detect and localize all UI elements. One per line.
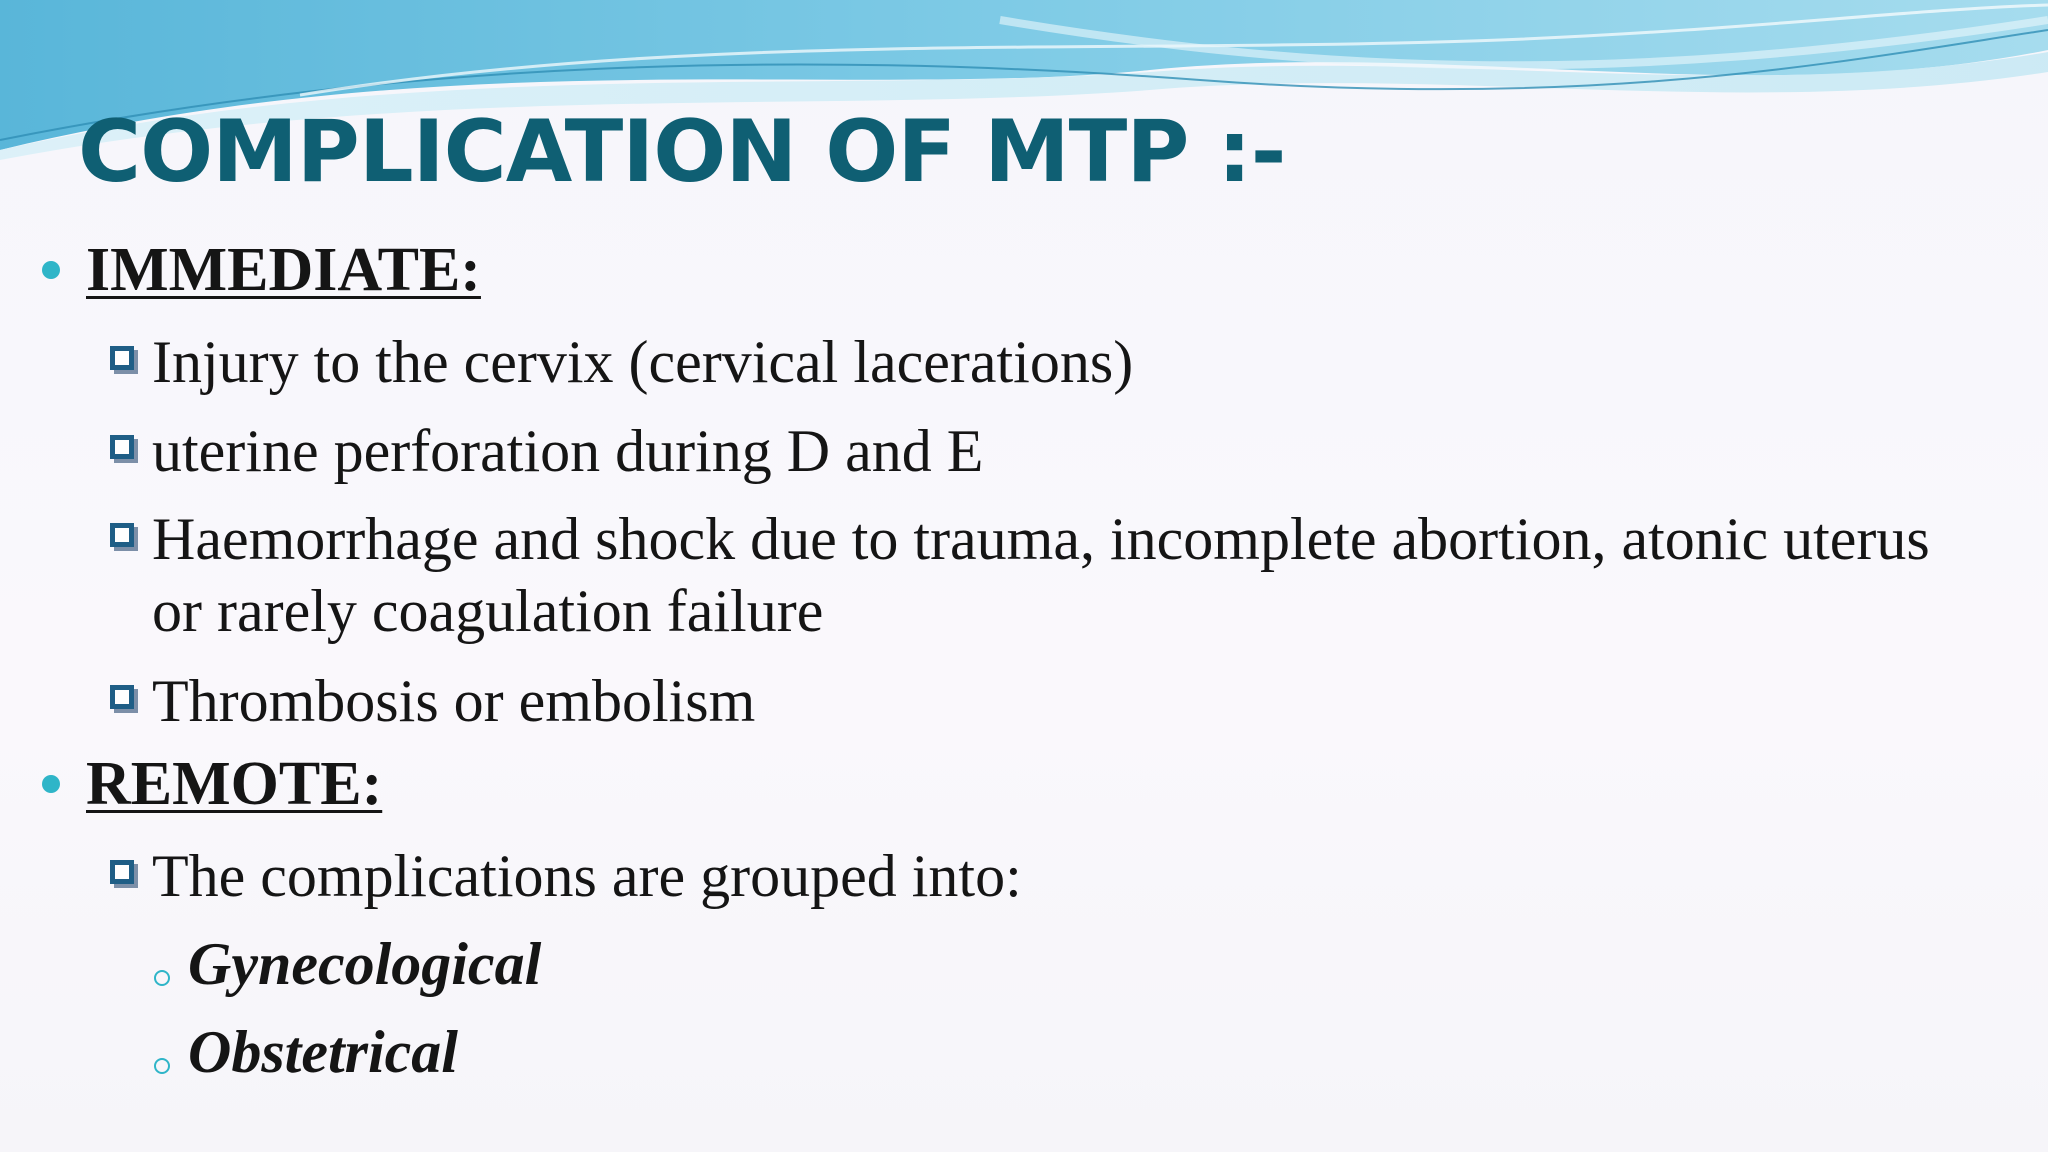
bullet-dot-icon bbox=[42, 775, 60, 793]
checkbox-bullet-icon bbox=[110, 685, 134, 709]
list-item: Thrombosis or embolism bbox=[110, 665, 1990, 737]
list-item: uterine perforation during D and E bbox=[110, 415, 1990, 487]
section-heading-immediate: IMMEDIATE: bbox=[42, 234, 481, 306]
checkbox-bullet-icon bbox=[110, 523, 134, 547]
checkbox-bullet-icon bbox=[110, 860, 134, 884]
bullet-dot-icon bbox=[42, 261, 60, 279]
list-item: Haemorrhage and shock due to trauma, incomplete abortion, atonic uterus or rarely coagulation failure bbox=[110, 503, 1990, 647]
section-heading-remote: REMOTE: bbox=[42, 748, 382, 820]
list-item: The complications are grouped into: bbox=[110, 840, 1990, 912]
sub-list-item-gynecological: Gynecological bbox=[154, 928, 541, 1000]
checkbox-bullet-icon bbox=[110, 435, 134, 459]
ring-bullet-icon bbox=[154, 970, 170, 986]
ring-bullet-icon bbox=[154, 1058, 170, 1074]
slide-title: COMPLICATION OF MTP :- bbox=[78, 102, 1286, 202]
sub-list-item-obstetrical: Obstetrical bbox=[154, 1016, 458, 1088]
checkbox-bullet-icon bbox=[110, 346, 134, 370]
list-item: Injury to the cervix (cervical lacerations) bbox=[110, 326, 1990, 398]
